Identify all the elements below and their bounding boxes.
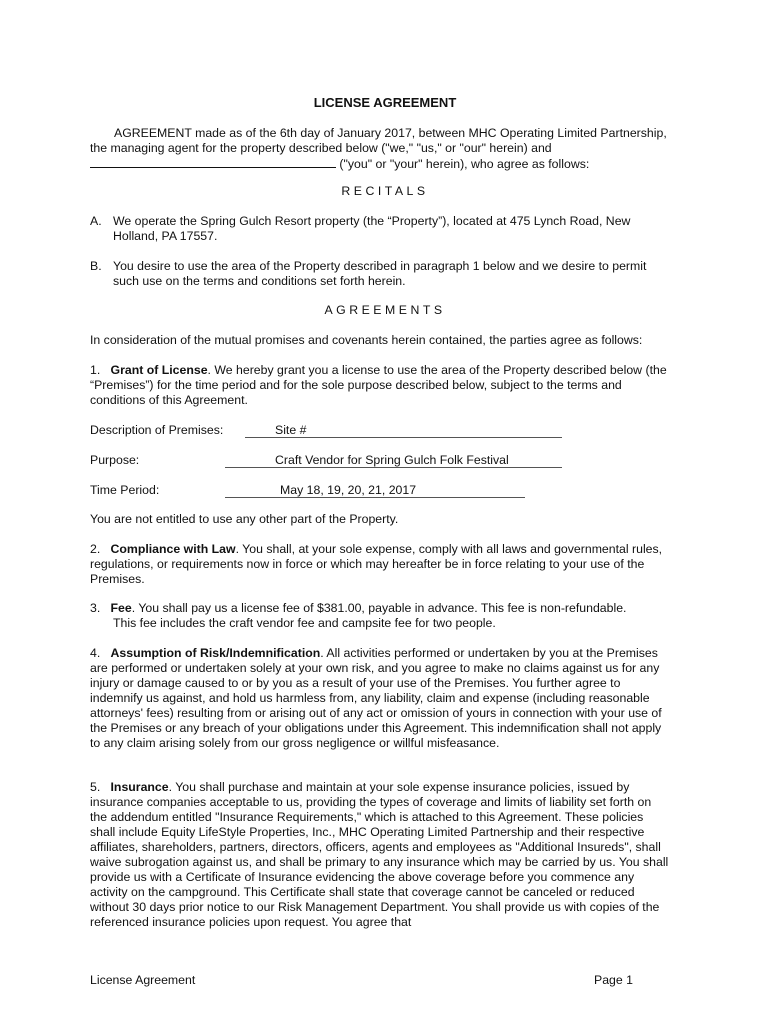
party-name-blank[interactable]	[90, 156, 336, 168]
intro-text-2: ("you" or "your" herein), who agree as follows:	[339, 157, 590, 171]
section-2-heading: Compliance with Law	[110, 542, 236, 556]
section-1-text: . We hereby grant you a license to use the area of the Property described below (the “Premises”) for the time period and for the sole purpose described below, subject to the terms and conditions of this Agreement.	[90, 363, 667, 407]
section-4-text: . All activities performed or undertaken by you at the Premises are performed or undertaken solely at your own risk, and you agree to make no claims against us for any injury or damage caused to or by you as a result of your use of the Premises. You further agree to indemnify us against, and hold us harmless from, any liability, claim and expense (including reasonable attorneys' fees) resulting from or arising out of any act or omission of yours in connection with your use of the Premises or any breach of your obligations under this Agreement. This indemnification shall not apply to any claim arising solely from our gross negligence or willful misfeasance.	[90, 646, 662, 750]
section-4-heading: Assumption of Risk/Indemnification	[110, 646, 321, 660]
section-3	[90, 601, 670, 631]
section-1	[90, 363, 670, 408]
purpose-value: Craft Vendor for Spring Gulch Folk Festival	[275, 453, 509, 467]
section-4-number: 4.	[90, 646, 101, 660]
intro-text: AGREEMENT made as of the 6th day of January 2017, between MHC Operating Limited Partnership, the managing agent for the property described below ("we," "us," or "our" herein) and	[90, 126, 667, 155]
intro-paragraph	[90, 126, 670, 172]
recital-b-text: You desire to use the area of the Property described in paragraph 1 below and we desire to permit such use on the terms and conditions set forth herein.	[113, 259, 647, 288]
footer-document-name: License Agreement	[90, 973, 196, 987]
not-entitled-text: You are not entitled to use any other part of the Property.	[90, 512, 399, 526]
document-page	[90, 0, 670, 1024]
recital-b-label: B.	[90, 259, 102, 273]
section-5-text: . You shall purchase and maintain at your sole expense insurance policies, issued by insurance companies acceptable to us, providing the types of coverage and limits of liability set forth on the addendum entitled "Insurance Requirements," which is attached to this Agreement. These policies shall include Equity LifeStyle Properties, Inc., MHC Operating Limited Partnership and their respective affiliates, shareholders, partners, directors, officers, agents and employees as "Additional Insureds", shall waive subrogation against us, and shall be primary to any insurance which may be carried by us. You shall provide us with a Certificate of Insurance evidencing the above coverage before you commence any activity on the campground. This Certificate shall state that coverage cannot be canceled or reduced without 30 days prior notice to our Risk Management Department. You shall provide us with copies of the referenced insurance policies upon request. You agree that	[90, 780, 669, 929]
recital-b	[90, 259, 670, 289]
document-title: LICENSE AGREEMENT	[313, 95, 457, 110]
premises-label: Description of Premises:	[90, 423, 224, 437]
recital-a-text: We operate the Spring Gulch Resort property (the “Property”), located at 475 Lynch Road, New Holland, PA 17557.	[113, 214, 631, 243]
intro-text-cont	[90, 156, 670, 172]
footer-page-number: Page 1	[594, 973, 633, 987]
recital-a	[90, 214, 670, 244]
premises-value: Site #	[275, 423, 307, 437]
recitals-heading: RECITALS	[341, 184, 429, 198]
section-1-number: 1.	[90, 363, 101, 377]
time-period-value: May 18, 19, 20, 21, 2017	[280, 483, 417, 497]
section-5	[90, 780, 670, 930]
section-3-line	[90, 601, 670, 616]
recital-a-label: A.	[90, 214, 102, 228]
section-5-heading: Insurance	[110, 780, 169, 794]
section-3-text: . You shall pay us a license fee of $381.00, payable in advance. This fee is non-refundable.	[131, 601, 627, 615]
agreements-heading: AGREEMENTS	[324, 303, 446, 317]
section-2-text: . You shall, at your sole expense, comply with all laws and governmental rules, regulations, or requirements now in force or which may hereafter be in force relating to your use of the Premises.	[90, 542, 663, 586]
section-3-number: 3.	[90, 601, 101, 615]
time-period-label: Time Period:	[90, 483, 160, 497]
section-2	[90, 542, 670, 587]
section-3-heading: Fee	[110, 601, 132, 615]
section-4	[90, 646, 670, 751]
section-1-heading: Grant of License	[110, 363, 208, 377]
section-5-number: 5.	[90, 780, 101, 794]
section-3-cont: This fee includes the craft vendor fee and campsite fee for two people.	[113, 616, 496, 630]
consideration-text: In consideration of the mutual promises and covenants herein contained, the parties agree as follows:	[90, 333, 643, 347]
purpose-label: Purpose:	[90, 453, 140, 467]
section-2-number: 2.	[90, 542, 101, 556]
